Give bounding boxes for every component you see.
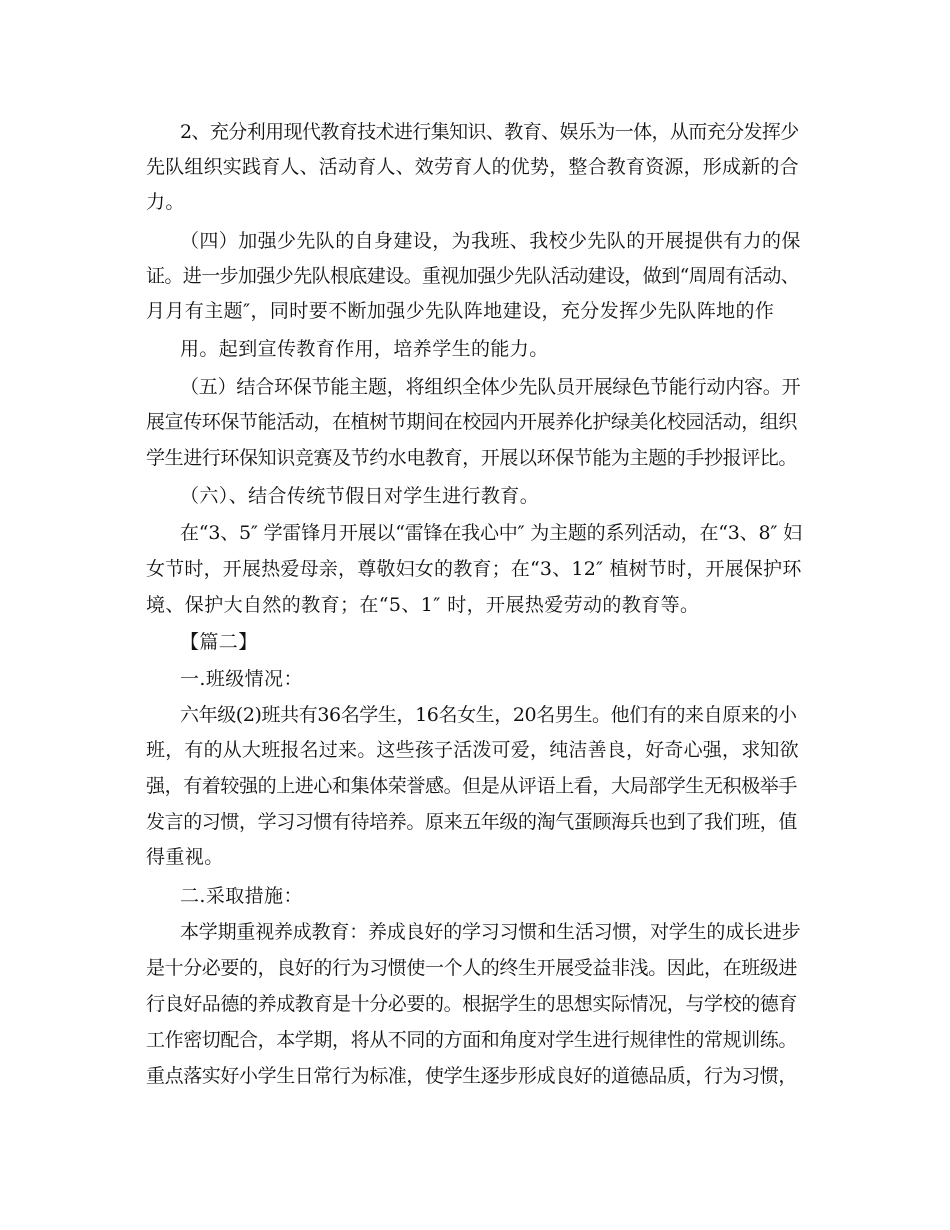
text-line: 境、保护大自然的教育；在“5、1″ 时，开展热爱劳动的教育等。 [146, 594, 700, 616]
text-line: 女节时，开展热爱母亲，尊敬妇女的教育；在“3、12″ 植树节时，开展保护环 [146, 558, 802, 580]
text-line: 2、充分利用现代教育技术进行集知识、教育、娱乐为一体，从而充分发挥少 [180, 121, 799, 143]
text-line: 六年级(2)班共有36名学生，16名女生，20名男生。他们有的来自原来的小 [180, 704, 797, 726]
text-line: 强，有着较强的上进心和集体荣誉感。但是从评语上看，大局部学生无积极举手 [146, 775, 798, 797]
text-line: 本学期重视养成教育：养成良好的学习习惯和生活习惯，对学生的成长进步 [180, 921, 801, 943]
subheading: 一.班级情况： [180, 668, 303, 690]
text-line: 发言的习惯，学习习惯有待培养。原来五年级的淘气蛋顾海兵也到了我们班，值 [146, 811, 798, 833]
text-line: 先队组织实践育人、活动育人、效劳育人的优势，整合教育资源，形成新的合 [146, 156, 799, 178]
text-line: （五）结合环保节能主题，将组织全体少先队员开展绿色节能行动内容。开 [180, 376, 801, 398]
text-line: 力。 [146, 191, 185, 213]
text-line: 工作密切配合，本学期，将从不同的方面和角度对学生进行规律性的常规训练。 [146, 1029, 798, 1051]
text-line: 展宣传环保节能活动，在植树节期间在校园内开展养化护绿美化校园活动，组织 [146, 411, 798, 433]
text-line: （四）加强少先队的自身建设，为我班、我校少先队的开展提供有力的保 [180, 230, 801, 252]
section-heading: 【篇二】 [180, 631, 258, 653]
text-line: 月月有主题″，同时要不断加强少先队阵地建设，充分发挥少先队阵地的作 [146, 300, 775, 322]
text-line: 在“3、5″ 学雷锋月开展以“雷锋在我心中″ 为主题的系列活动，在“3、8″ 妇 [180, 522, 802, 544]
subheading: 二.采取措施： [180, 885, 303, 907]
text-line: 得重视。 [146, 846, 224, 868]
text-line: 班，有的从大班报名过来。这些孩子活泼可爱，纯洁善良，好奇心强，求知欲 [146, 739, 799, 761]
text-line: 是十分必要的，良好的行为习惯使一个人的终生开展受益非浅。因此，在班级进 [146, 957, 798, 979]
text-line: 行良好品德的养成教育是十分必要的。根据学生的思想实际情况，与学校的德育 [146, 993, 798, 1015]
text-line: 用。起到宣传教育作用，培养学生的能力。 [180, 338, 549, 360]
text-line: （六）、结合传统节假日对学生进行教育。 [180, 485, 540, 507]
text-line: 重点落实好小学生日常行为标准，使学生逐步形成良好的道德品质，行为习惯， [146, 1065, 798, 1087]
text-line: 学生进行环保知识竞赛及节约水电教育，开展以环保节能为主题的手抄报评比。 [146, 447, 798, 469]
text-line: 证。进一步加强少先队根底建设。重视加强少先队活动建设，做到“周周有活动、 [146, 265, 800, 287]
